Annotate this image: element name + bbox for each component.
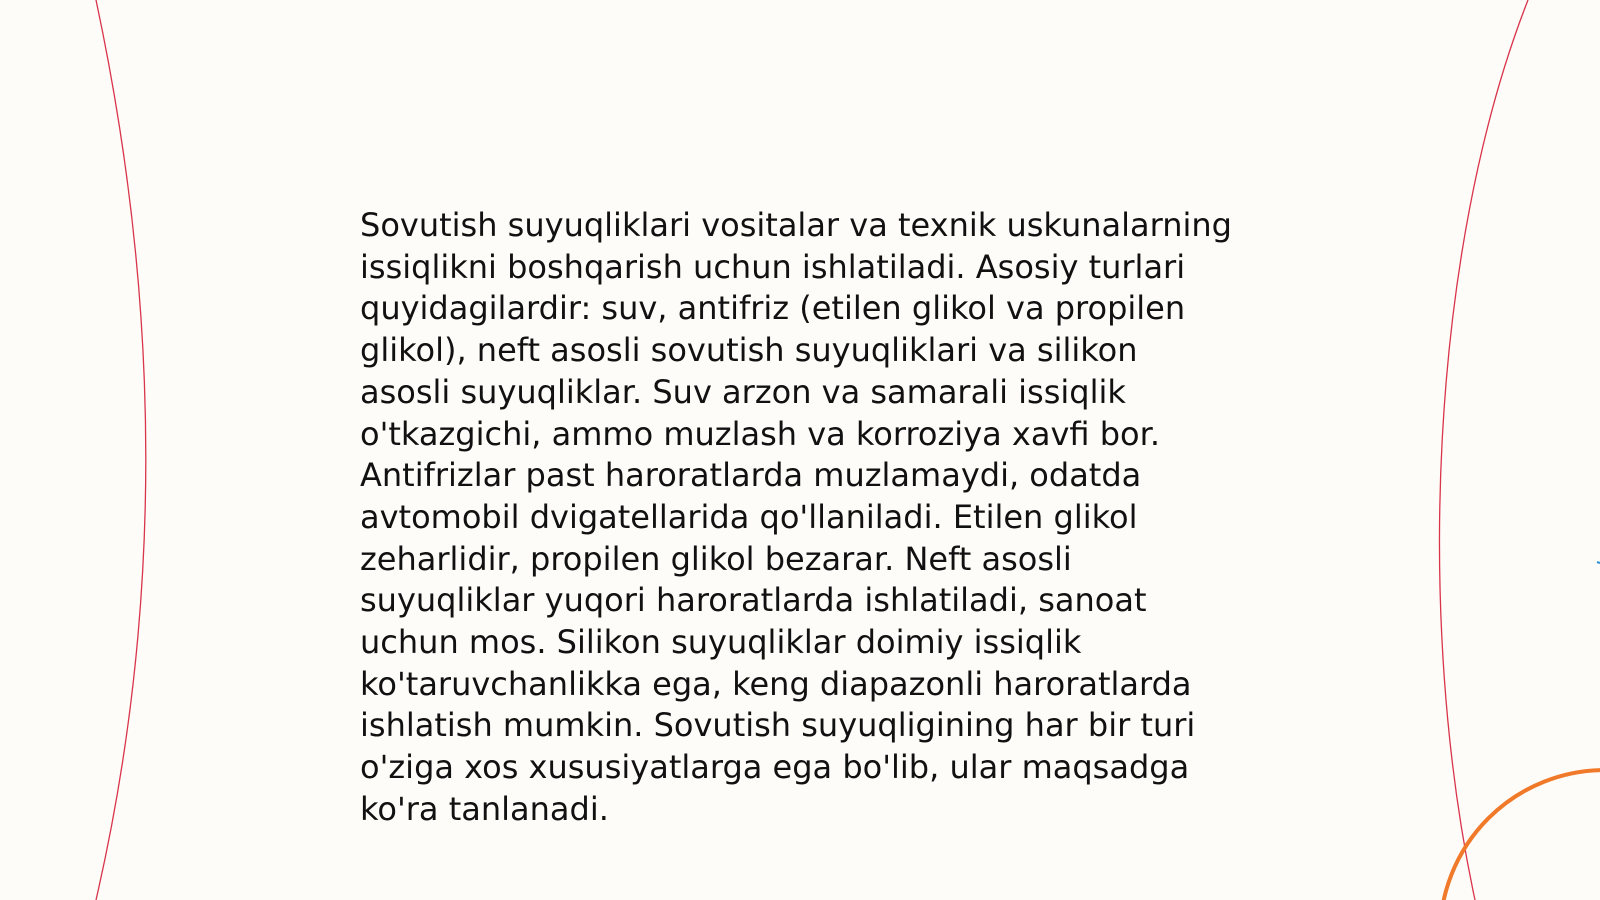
left-curve	[96, 0, 146, 900]
text-line: avtomobil dvigatellarida qo'llaniladi. Etilen glikol	[360, 497, 1138, 536]
text-line: quyidagilardir: suv, antifriz (etilen glikol va propilen	[360, 289, 1186, 328]
orange-circle	[1440, 770, 1600, 900]
text-line: asosli suyuqliklar. Suv arzon va samarali issiqlik	[360, 372, 1126, 411]
text-line: Antifrizlar past haroratlarda muzlamaydi, odatda	[360, 456, 1142, 495]
text-line: glikol), neft asosli sovutish suyuqliklari va silikon	[360, 331, 1138, 370]
text-line: o'tkazgichi, ammo muzlash va korroziya xavfi bor.	[360, 414, 1160, 453]
text-line: uchun mos. Silikon suyuqliklar doimiy issiqlik	[360, 623, 1082, 662]
text-line: suyuqliklar yuqori haroratlarda ishlatiladi, sanoat	[360, 581, 1147, 620]
text-line: ishlatish mumkin. Sovutish suyuqligining har bir turi	[360, 706, 1196, 745]
text-line: issiqlikni boshqarish uchun ishlatiladi. Asosiy turlari	[360, 247, 1186, 286]
text-line: zeharlidir, propilen glikol bezarar. Neft asosli	[360, 539, 1072, 578]
text-line: ko'taruvchanlikka ega, keng diapazonli haroratlarda	[360, 664, 1192, 703]
right-curve	[1439, 0, 1528, 900]
text-line: o'ziga xos xususiyatlarga ega bo'lib, ular maqsadga	[360, 748, 1190, 787]
text-line: ko'ra tanlanadi.	[360, 789, 609, 828]
body-paragraph	[360, 205, 1260, 831]
text-line: Sovutish suyuqliklari vositalar va texnik uskunalarning	[360, 206, 1232, 244]
